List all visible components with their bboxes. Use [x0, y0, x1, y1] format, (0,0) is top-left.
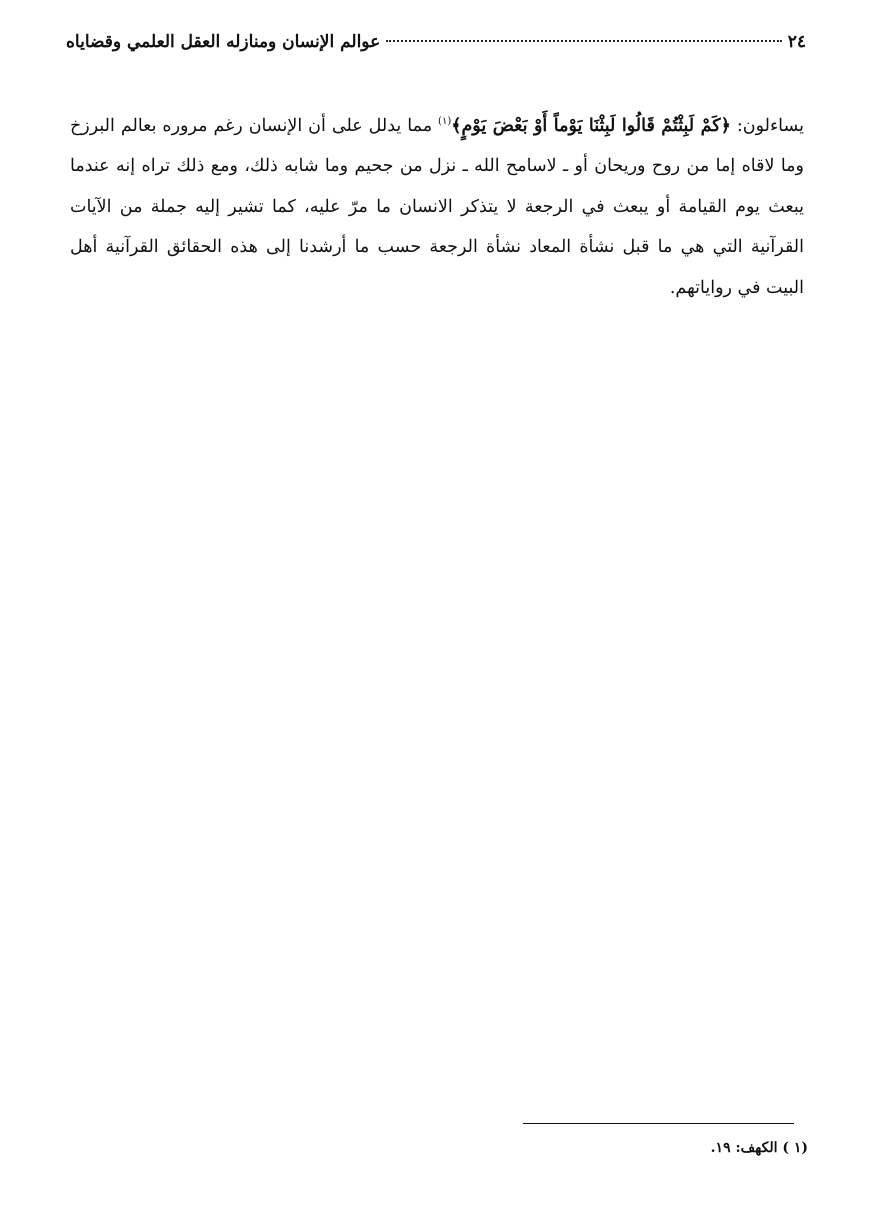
footnote-separator [523, 1123, 794, 1124]
footnote-reference: (١) [438, 116, 452, 127]
footnote: (١ ) الكهف: ١٩. [710, 1140, 808, 1156]
page-number: ٢٤ [787, 32, 806, 52]
main-paragraph [70, 102, 804, 308]
running-header [66, 32, 806, 52]
paragraph-continuation: مما يدلل على أن الإنسان رغم مروره بعالم البرزخ وما لاقاه إما من روح وريحان أو ـ لاسامح الله ـ نزل من جحيم وما شابه ذلك، ومع ذلك تراه إنه عندما يبعث يوم القيامة أو يبعث في الرجعة لا يتذكر الانسان ما مرّ عليه، كما تشير إليه جملة من الآيات القرآنية التي هي ما قبل نشأة المعاد نشأة الرجعة حسب ما أرشدنا إلى هذه الحقائق القرآنية أهل البيت في رواياتهم. [70, 115, 804, 298]
paragraph-intro: يساءلون: [730, 115, 804, 136]
quran-verse: ﴿كَمْ لَبِثْتُمْ قَالُوا لَبِثْنَا يَوْماً أَوْ بَعْضَ يَوْمٍ﴾ [451, 115, 731, 136]
running-title: عوالم الإنسان ومنازله العقل العلمي وقضاياه [66, 32, 381, 52]
header-dot-leader [386, 39, 782, 42]
